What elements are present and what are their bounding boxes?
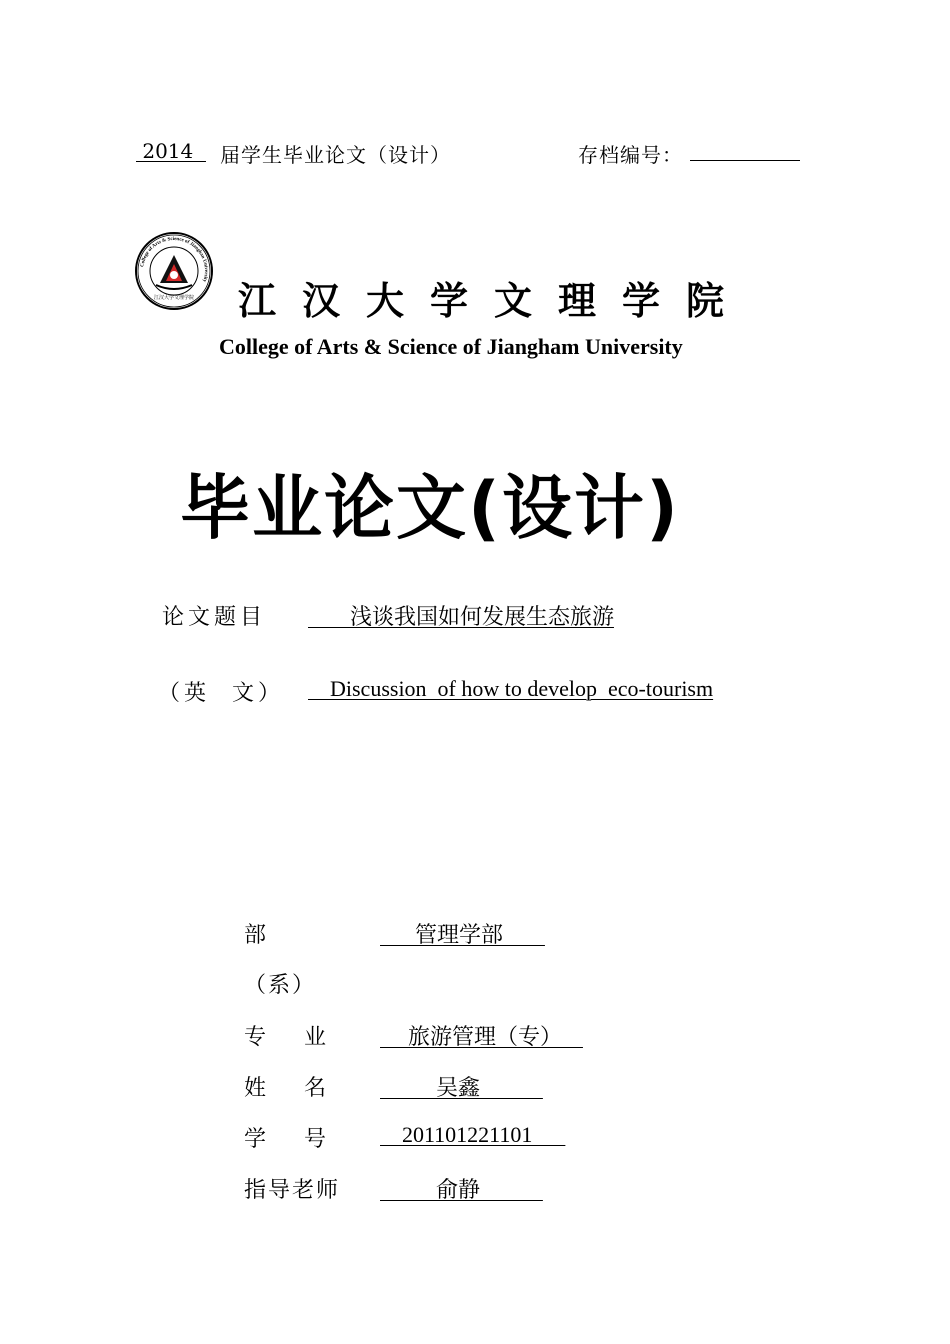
school-name-chinese: 江汉大学文理学院 (238, 279, 751, 323)
archive-number-label: 存档编号： (578, 143, 683, 167)
logo-ring-text: College of Arts & Science of Jianghan University (140, 236, 209, 283)
english-title-label: （英 文） (158, 681, 284, 706)
major-value: 旅游管理（专） (380, 1025, 583, 1050)
english-title-value: Discussion of how to develop eco-tourism (308, 676, 714, 701)
graduation-year: 2014 (136, 139, 206, 163)
document-title: 毕业论文(设计) (180, 467, 680, 549)
department-value: 管理学部 (380, 923, 545, 948)
department-sub-label: （系） (244, 973, 317, 998)
university-logo (134, 231, 214, 311)
thesis-topic-label: 论文题目 (162, 605, 267, 630)
archive-number-blank (690, 160, 800, 161)
student-name-label: 姓 名 (244, 1076, 328, 1101)
school-name-english: College of Arts & Science of Jiangham University (219, 334, 683, 359)
department-label: 部 (244, 923, 269, 948)
advisor-label: 指导老师 (244, 1178, 341, 1203)
header-document-type: 届学生毕业论文（设计） (220, 143, 451, 167)
advisor-value: 俞静 (380, 1178, 543, 1203)
logo-bottom-text: 江汉大学文理学院 (153, 295, 195, 301)
major-label: 专 业 (244, 1025, 328, 1050)
student-name-value: 吴鑫 (380, 1076, 543, 1101)
thesis-topic-value: 浅谈我国如何发展生态旅游 (308, 605, 614, 630)
student-id-label: 学 号 (244, 1127, 328, 1152)
student-id-value: 201101221101 (380, 1122, 566, 1147)
